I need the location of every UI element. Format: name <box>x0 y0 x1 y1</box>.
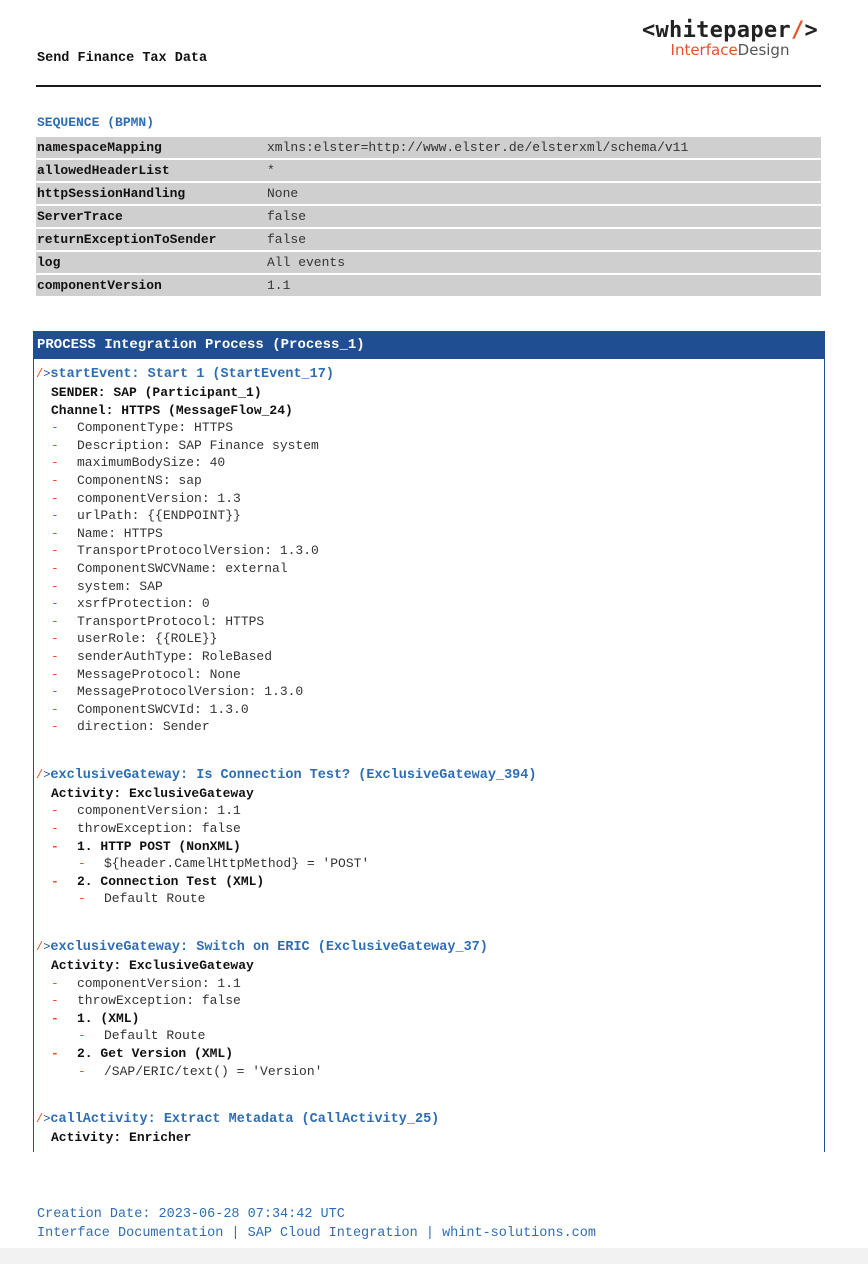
section-line: - 1. (XML) <box>51 1010 140 1026</box>
section-line: Activity: Enricher <box>51 1130 192 1146</box>
section-line: - senderAuthType: RoleBased <box>51 648 273 664</box>
bullet-dash-icon: - <box>51 873 59 889</box>
sequence-key: returnExceptionToSender <box>36 229 266 250</box>
process-panel <box>33 331 825 1152</box>
sequence-value: 1.1 <box>266 275 821 296</box>
process-section <box>36 365 824 736</box>
section-line: - Name: HTTPS <box>51 525 163 541</box>
sequence-row <box>36 252 821 273</box>
section-line: - urlPath: {{ENDPOINT}} <box>51 508 241 524</box>
header-divider <box>36 85 821 87</box>
bullet-dash-icon: - <box>51 803 59 819</box>
section-line: - ComponentSWCVId: 1.3.0 <box>51 701 249 717</box>
sequence-key: log <box>36 252 266 273</box>
section-line: Channel: HTTPS (MessageFlow_24) <box>51 402 293 418</box>
sequence-value: * <box>266 160 821 181</box>
section-line: - ComponentSWCVName: external <box>51 560 288 576</box>
sequence-value: false <box>266 229 821 250</box>
expand-marker-icon: /> <box>36 1112 51 1127</box>
bullet-dash-icon: - <box>51 578 59 594</box>
bullet-dash-icon: - <box>51 560 59 576</box>
sequence-table <box>36 135 821 298</box>
process-body <box>34 359 824 1147</box>
section-line: - ${header.CamelHttpMethod} = 'POST' <box>78 856 370 872</box>
section-line: - TransportProtocolVersion: 1.3.0 <box>51 543 319 559</box>
bullet-dash-icon: - <box>51 596 59 612</box>
section-line: - componentVersion: 1.1 <box>51 975 241 991</box>
sequence-heading: SEQUENCE (BPMN) <box>37 115 155 130</box>
sequence-row <box>36 137 821 158</box>
bullet-dash-icon: - <box>51 455 59 471</box>
bullet-dash-icon: - <box>51 719 59 735</box>
bullet-dash-icon: - <box>51 420 59 436</box>
document-title: Send Finance Tax Data <box>37 51 208 66</box>
section-line: - ComponentNS: sap <box>51 472 202 488</box>
bullet-dash-icon: - <box>51 631 59 647</box>
sequence-key: namespaceMapping <box>36 137 266 158</box>
section-line: - TransportProtocol: HTTPS <box>51 613 265 629</box>
sequence-row <box>36 229 821 250</box>
bullet-dash-icon: - <box>51 613 59 629</box>
sequence-row <box>36 275 821 296</box>
sequence-row <box>36 206 821 227</box>
sequence-row <box>36 160 821 181</box>
bullet-dash-icon: - <box>51 838 59 854</box>
section-line: - 1. HTTP POST (NonXML) <box>51 838 241 854</box>
sequence-value: false <box>266 206 821 227</box>
section-line: - MessageProtocol: None <box>51 666 241 682</box>
expand-marker-icon: /> <box>36 367 51 381</box>
section-line: - 2. Get Version (XML) <box>51 1046 234 1061</box>
expand-marker-icon: /> <box>36 940 51 955</box>
section-line: - Default Route <box>78 891 206 907</box>
section-line: - 2. Connection Test (XML) <box>51 873 265 889</box>
section-line: - Description: SAP Finance system <box>51 437 319 453</box>
bullet-dash-icon: - <box>78 1028 86 1044</box>
section-line: - direction: Sender <box>51 719 210 735</box>
section-line: - xsrfProtection: 0 <box>51 596 210 612</box>
process-section <box>36 766 824 908</box>
section-line: Activity: ExclusiveGateway <box>51 785 254 801</box>
bullet-dash-icon: - <box>51 437 59 453</box>
sequence-value: None <box>266 183 821 204</box>
footer-links[interactable]: Interface Documentation | SAP Cloud Integration | whint-solutions.com <box>37 1226 596 1241</box>
section-line: Activity: ExclusiveGateway <box>51 958 254 974</box>
bullet-dash-icon: - <box>51 543 59 559</box>
sequence-key: componentVersion <box>36 275 266 296</box>
bullet-dash-icon: - <box>51 490 59 506</box>
bullet-dash-icon: - <box>51 648 59 664</box>
sequence-value: All events <box>266 252 821 273</box>
bullet-dash-icon: - <box>51 666 59 682</box>
bullet-dash-icon: - <box>78 1063 86 1079</box>
expand-marker-icon: /> <box>36 767 51 782</box>
process-title: PROCESS Integration Process (Process_1) <box>34 332 824 359</box>
bullet-dash-icon: - <box>51 684 59 700</box>
bullet-dash-icon: - <box>51 701 59 717</box>
bullet-dash-icon: - <box>78 856 86 872</box>
bullet-dash-icon: - <box>78 891 86 907</box>
section-title[interactable]: />startEvent: Start 1 (StartEvent_17) <box>36 367 334 382</box>
creation-date: Creation Date: 2023-06-28 07:34:42 UTC <box>37 1207 345 1222</box>
section-line: - throwException: false <box>51 993 241 1009</box>
bullet-dash-icon: - <box>51 993 59 1009</box>
section-title[interactable]: />exclusiveGateway: Is Connection Test? (ExclusiveGateway_394) <box>36 767 537 783</box>
bullet-dash-icon: - <box>51 472 59 488</box>
section-line: - componentVersion: 1.3 <box>51 490 241 506</box>
footer <box>37 1205 596 1243</box>
section-line: - system: SAP <box>51 578 163 594</box>
bullet-dash-icon: - <box>51 1046 59 1061</box>
section-line: - maximumBodySize: 40 <box>51 455 226 471</box>
bullet-dash-icon: - <box>51 975 59 991</box>
sequence-key: ServerTrace <box>36 206 266 227</box>
section-line: - MessageProtocolVersion: 1.3.0 <box>51 684 304 700</box>
section-line: - throwException: false <box>51 821 241 837</box>
section-line: - componentVersion: 1.1 <box>51 803 241 819</box>
sequence-row <box>36 183 821 204</box>
section-title[interactable]: />callActivity: Extract Metadata (CallActivity_25) <box>36 1112 440 1128</box>
process-section <box>36 938 824 1080</box>
bullet-dash-icon: - <box>51 1010 59 1026</box>
section-line: - /SAP/ERIC/text() = 'Version' <box>78 1063 323 1079</box>
sequence-key: allowedHeaderList <box>36 160 266 181</box>
sequence-value: xmlns:elster=http://www.elster.de/elsterxml/schema/v11 <box>266 137 821 158</box>
section-line: SENDER: SAP (Participant_1) <box>51 385 262 400</box>
process-section <box>36 1110 824 1147</box>
section-line: - Default Route <box>78 1028 206 1044</box>
bullet-dash-icon: - <box>51 525 59 541</box>
section-line: - userRole: {{ROLE}} <box>51 631 218 647</box>
whitepaper-logo: <whitepaper/> InterfaceDesign <box>641 18 819 59</box>
sequence-key: httpSessionHandling <box>36 183 266 204</box>
bullet-dash-icon: - <box>51 821 59 837</box>
section-line: - ComponentType: HTTPS <box>51 420 234 436</box>
section-title[interactable]: />exclusiveGateway: Switch on ERIC (ExclusiveGateway_37) <box>36 940 488 956</box>
bullet-dash-icon: - <box>51 508 59 524</box>
